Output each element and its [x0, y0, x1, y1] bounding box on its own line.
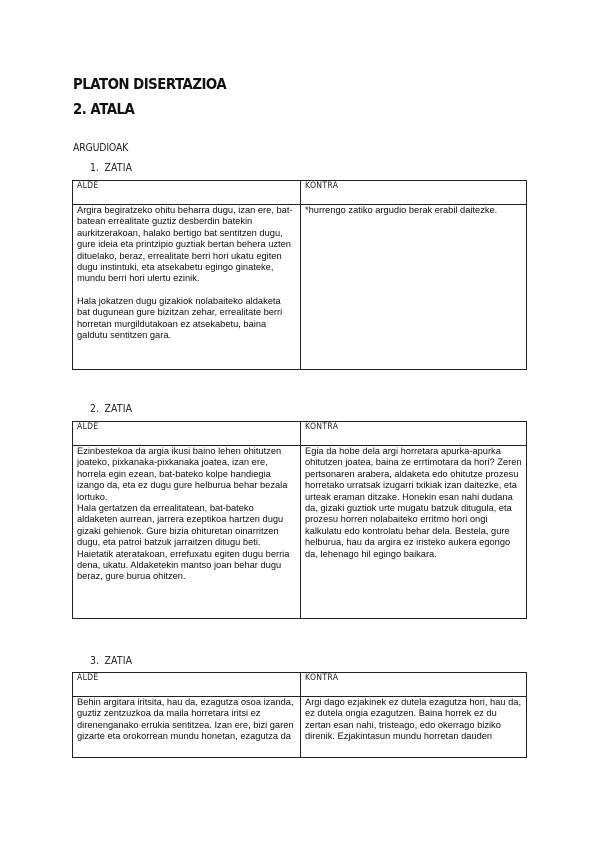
zatia-1-header-row: [73, 181, 527, 205]
zatia-3-table: [72, 672, 527, 758]
zatia-1-header-kontra: KONTRA: [301, 181, 527, 205]
zatia-3-kontra-paragraph: Argi dago ezjakinek ez dutela ezagutza hori, hau da, ez dutela ongia ezagutzen. Baina horrek ez du zertan esan nahi, tristeago, edo okerrago biziko direnik. Ezjakintasun mundu horretan dauden: [305, 697, 522, 742]
zatia-1-kontra-paragraph: *hurrengo zatiko argudio berak erabil daitezke.: [305, 205, 498, 215]
zatia-2-title: ZATIA: [104, 402, 133, 415]
zatia-2-header-alde: ALDE: [73, 422, 301, 446]
zatia-1-number: 1.: [90, 161, 100, 174]
zatia-2-table: [72, 421, 527, 619]
page-title-line1: PLATON DISERTAZIOA: [73, 75, 227, 93]
zatia-2-alde-cell: [73, 446, 301, 619]
zatia-3-title: ZATIA: [104, 654, 133, 667]
section-label-argudioak: ARGUDIOAK: [73, 141, 129, 154]
zatia-3-heading: [90, 654, 132, 667]
zatia-1-title: ZATIA: [104, 161, 133, 174]
zatia-3-body-row: [73, 697, 527, 758]
zatia-2-alde-paragraph: Hala gertatzen da errealitatean, bat-bateko aldaketen aurrean, jarrera ezeptikoa hartzen dugu gizaki gehienok. Gure bizia ohituretan oinarritzen dugu, eta patroi batzuk jarraitzen ditugu beti. Haietatik ateratakoan, errefuxatu egiten dugu berria dena, ukatu. Aldaketekin mantso joan behar dugu beraz, gure burua ohitzen.: [77, 503, 290, 582]
zatia-2-header-row: [73, 422, 527, 446]
zatia-2-number: 2.: [90, 402, 100, 415]
zatia-3-number: 3.: [90, 654, 100, 667]
zatia-3-header-row: [73, 673, 527, 697]
zatia-2-header-kontra: KONTRA: [301, 422, 527, 446]
zatia-1-alde-paragraph: Argira begiratzeko ohitu beharra dugu, izan ere, bat-batean errealitate guztiz desberdin batekin aurkitzerakoan, halako bertigo bat sentitzen dugu, gure ideia eta printzipio guztiak bertan behera uzten dituelako, beraz, errealitate berri hori ukatu egiten dugu instintuki, eta atsekabetu egingo ginateke, mundu berri hori ulertu ezinik.: [77, 205, 293, 284]
zatia-2-heading: [90, 402, 132, 415]
zatia-1-alde-paragraph: Hala jokatzen dugu gizakiok nolabaiteko aldaketa bat dugunean gure bizitzan zehar, errealitate berri horretan murgildutakoan ez atsekabetu, baina galdutu sentitzen gara.: [77, 295, 283, 341]
zatia-1-alde-cell: [73, 205, 301, 370]
zatia-3-kontra-cell: [301, 697, 527, 758]
zatia-3-header-kontra: KONTRA: [301, 673, 527, 697]
zatia-3-header-alde: ALDE: [73, 673, 301, 697]
zatia-3-alde-paragraph: Behin argitara iritsita, hau da, ezagutza osoa izanda, guztiz zentzuzkoa da maila horretara iritsi ez direnenganako errukia sentitzea. Izan ere, bizi garen gizarte eta orokorrean mundu honetan, ezagutza da: [77, 697, 294, 742]
page-title-line2: 2. ATALA: [73, 100, 135, 118]
zatia-2-kontra-cell: [301, 446, 527, 619]
zatia-2-body-row: [73, 446, 527, 619]
zatia-1-body-row: [73, 205, 527, 370]
zatia-1-header-alde: ALDE: [73, 181, 301, 205]
zatia-1-kontra-cell: [301, 205, 527, 370]
zatia-2-alde-paragraph: Ezinbestekoa da argia ikusi baino lehen ohitutzen joateko, pixkanaka-pixkanaka joatea, izan ere, horrela egin ezean, bat-bateko kolpe handiegia izango da, eta ez dugu gure helburua behar bezala lortuko.: [77, 446, 288, 502]
zatia-3-alde-cell: [73, 697, 301, 758]
zatia-1-heading: [90, 161, 132, 174]
zatia-2-kontra-paragraph: Egia da hobe dela argi horretara apurka-apurka ohitutzen joatea, baina ze errtimotara da hori? Zeren pertsonaren arabera, aldaketa edo ohitutze prozesu horretako urratsak izugarri txikiak izan daitezke, eta urteak eraman ditzake. Honekin esan nahi dudana da, gizaki guztiok urte mugatu batzuk ditugula, eta prozesu horren nolabaiteko erritmo hori ongi kalkulatu edo kontrolatu behar dela. Bestela, gure helburua, hau da argira ez iristeko aukera egongo da, lehenago hil egingo baikara.: [305, 446, 522, 559]
page-title: [73, 72, 226, 122]
zatia-1-table: [72, 180, 527, 370]
